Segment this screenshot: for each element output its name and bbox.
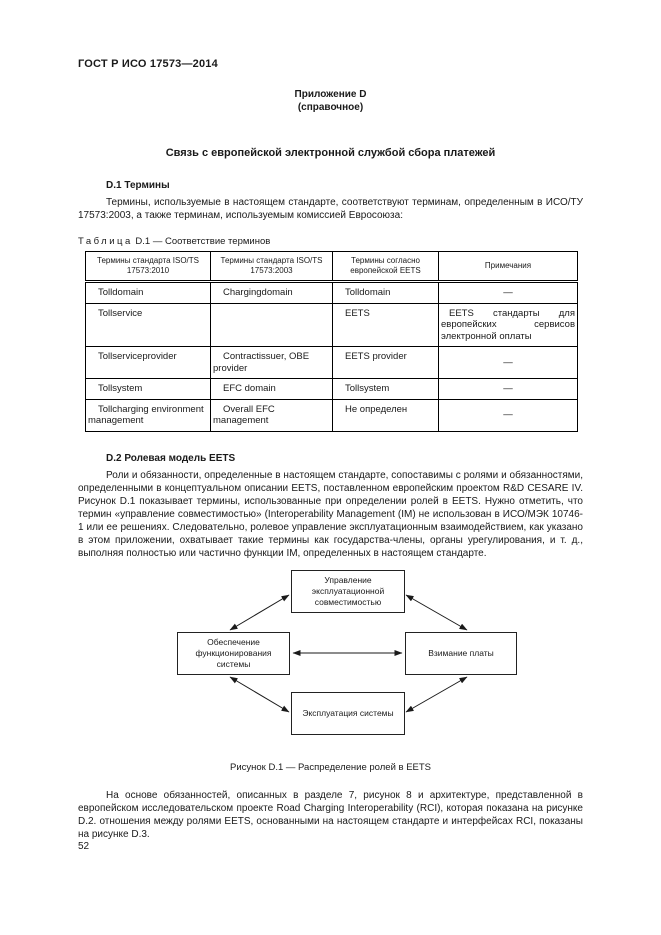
section-d2-paragraph: Роли и обязанности, определенные в настоящем стандарте, сопоставимы с ролями и обязанностями, определенными в концептуальном описании EETS, поставленном европейским проектом R&D CESARE IV. Рисунок D.1 показывает термины, использованные при определении ролей в EETS. Нужно отметить, что термин «управление совместимостью» (Interoperability Management (IM) не использован в ИСО/МЭК 10746-1 или ее решениях. Следовательно, ролевое управление эксплуатационным взаимодействием, как указано в этом приложении, охватывает такие термины как государства-члены, органы урегулирования, и т. д., выполняя полностью или частично функции IM, определенных в настоящем стандарте.	[78, 469, 583, 559]
col-header-eets: Термины согласно европейской EETS	[333, 252, 439, 282]
terms-correspondence-table	[85, 251, 578, 432]
table-row	[86, 399, 578, 431]
table-cell: Tollsystem	[333, 379, 439, 400]
table-row	[86, 347, 578, 379]
annex-type: (справочное)	[297, 102, 364, 113]
table-caption-rest: D.1 — Соответствие терминов	[135, 236, 271, 247]
table-cell: EETS provider	[333, 347, 439, 379]
annex-label: Приложение D	[294, 89, 367, 100]
col-header-iso-2003: Термины стандарта ISO/TS 17573:2003	[211, 252, 333, 282]
section-d1-heading: D.1 Термины	[106, 180, 170, 191]
table-cell: —	[439, 379, 578, 400]
table-header-row	[86, 252, 578, 282]
table-cell: Tolldomain	[86, 282, 211, 304]
table-cell: Tollservice	[86, 303, 211, 347]
table-cell: —	[439, 399, 578, 431]
section-d2-heading: D.2 Ролевая модель EETS	[106, 452, 236, 464]
col-header-notes: Примечания	[439, 252, 578, 282]
table-cell: Overall EFC management	[211, 399, 333, 431]
diagram-box-service-provision: Обеспечение функционирования системы	[177, 632, 290, 675]
table-caption-word: Таблица	[78, 236, 133, 247]
table-cell: Contractissuer, OBE provider	[211, 347, 333, 379]
table-cell: Не определен	[333, 399, 439, 431]
table-cell: Tollserviceprovider	[86, 347, 211, 379]
diagram-box-interoperability-management: Управление эксплуатационной совместимостью	[291, 570, 405, 613]
table-cell: EETS	[333, 303, 439, 347]
table-cell: —	[439, 347, 578, 379]
section-d1-paragraph: Термины, используемые в настоящем стандарте, соответствуют терминам, определенным в ИСО/ТУ 17573:2003, а также терминам, используемым комиссией Евросоюза:	[78, 197, 583, 221]
page-number: 52	[78, 841, 90, 852]
table-row	[86, 379, 578, 400]
standard-designation: ГОСТ Р ИСО 17573—2014	[78, 58, 218, 70]
figure-caption: Рисунок D.1 — Распределение ролей в EETS	[229, 761, 432, 773]
table-cell: Tollsystem	[86, 379, 211, 400]
annex-heading	[78, 88, 583, 114]
table-cell	[211, 303, 333, 347]
table-cell: EFC domain	[211, 379, 333, 400]
table-cell: Chargingdomain	[211, 282, 333, 304]
annex-title: Связь с европейской электронной службой сбора платежей	[165, 147, 496, 159]
table-row	[86, 303, 578, 347]
table-cell: Tolldomain	[333, 282, 439, 304]
diagram-box-toll-charging: Взимание платы	[405, 632, 517, 675]
table-row	[86, 282, 578, 304]
roles-diagram	[78, 568, 583, 743]
table-cell: —	[439, 282, 578, 304]
table-caption	[78, 236, 583, 247]
closing-paragraph: На основе обязанностей, описанных в разделе 7, рисунок 8 и архитектуре, представленной в европейском исследовательском проекте Road Charging Interoperability (RCI), которая показана на рисунке D.2. отношения между ролями EETS, основанными на настоящем стандарте и интерфейсах RCI, показаны на рисунке D.3.	[78, 789, 583, 840]
table-cell: Tollcharging environment management	[86, 399, 211, 431]
col-header-iso-2010: Термины стандарта ISO/TS 17573:2010	[86, 252, 211, 282]
diagram-box-system-operation: Эксплуатация системы	[291, 692, 405, 735]
table-cell: EETS стандарты для европейских сервисов электронной оплаты	[439, 303, 578, 347]
